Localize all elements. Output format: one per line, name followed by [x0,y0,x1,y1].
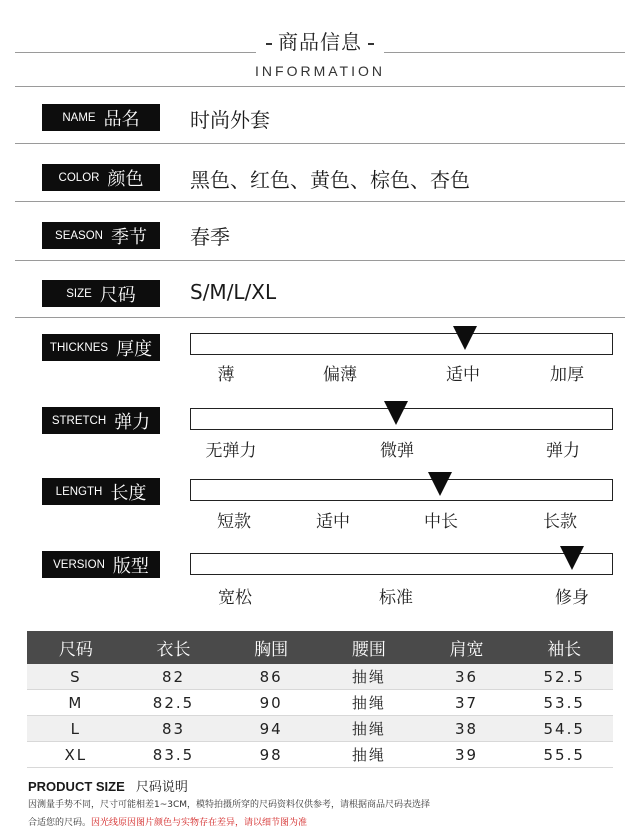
header-cell: 肩宽 [449,640,484,660]
stretch-tag-cn: 弹力 [114,411,151,433]
length-option: 适中 [316,512,350,532]
table-cell: 抽绳 [351,694,386,712]
size-notes-title [28,776,188,795]
size-note-line-2 [28,815,307,828]
season-value: 春季 [190,225,230,249]
color-value: 黑色、红色、黄色、棕色、杏色 [190,168,470,192]
name-value: 时尚外套 [190,108,270,132]
version-option: 宽松 [218,588,252,608]
table-cell: 抽绳 [351,720,386,738]
size-table [27,631,613,768]
version-tag [42,551,160,578]
stretch-option: 无弹力 [205,441,257,461]
thickness-option: 偏薄 [323,365,357,385]
divider [15,317,625,318]
version-scale-bar [190,553,613,575]
page-subtitle: INFORMATION [255,63,385,79]
table-cell: 52.5 [543,667,585,686]
table-row [27,690,613,716]
length-selected-marker [428,472,452,496]
season-tag [42,222,160,249]
version-tag-en: VERSION [53,558,105,571]
size-note-line-1: 因测量手势不同，尺寸可能相差1~3CM，模特拍摄所穿的尺码资料仅供参考，请根据商品尺码表选择 [28,800,431,810]
table-cell: XL [64,745,88,764]
length-option: 中长 [424,512,458,532]
table-cell: 94 [259,719,283,738]
size-tag-en: SIZE [66,287,92,300]
header-cell: 衣长 [156,640,191,660]
table-cell: 83.5 [152,745,195,764]
thickness-scale-bar [190,333,613,355]
stretch-option: 弹力 [546,441,580,461]
table-cell: L [70,719,82,738]
table-cell: 37 [454,693,479,712]
header-bottom-divider [15,86,625,87]
length-option: 短款 [217,512,251,532]
table-cell: 抽绳 [351,668,386,686]
version-tag-cn: 版型 [112,555,149,577]
table-cell: 98 [259,745,283,764]
name-tag-en: NAME [62,111,96,124]
table-cell: 38 [454,719,479,738]
thickness-tag-cn: 厚度 [116,338,153,360]
table-cell: 86 [259,667,283,686]
name-tag [42,104,160,131]
color-tag-en: COLOR [58,171,100,184]
table-cell: 36 [454,667,479,686]
size-note-plain: 合适您的尺码。 [28,818,92,828]
divider [15,143,625,144]
thickness-tag-en: THICKNES [49,341,109,354]
length-option: 长款 [543,512,577,532]
table-row [27,716,613,742]
length-scale-bar [190,479,613,501]
version-option: 标准 [379,588,413,608]
color-disclaimer: 因光线原因图片颜色与实物存在差异，请以细节图为准 [91,818,308,828]
length-tag-en: LENGTH [55,485,103,498]
table-cell: 54.5 [543,719,585,738]
season-tag-cn: 季节 [110,226,147,248]
stretch-tag [42,407,160,434]
size-tag-cn: 尺码 [99,284,136,306]
page-title-text: 商品信息 [278,30,362,54]
thickness-selected-marker [453,326,477,350]
table-cell: 抽绳 [351,746,386,764]
thickness-option: 适中 [446,365,480,385]
length-tag [42,478,160,505]
stretch-tag-en: STRETCH [51,414,107,427]
thickness-option: 加厚 [550,365,584,385]
table-cell: 82 [161,667,186,686]
page-title [0,26,640,55]
header-cell: 胸围 [254,640,289,660]
season-tag-en: SEASON [55,229,103,242]
version-selected-marker [560,546,584,570]
table-cell: 39 [454,745,479,764]
size-table-header [27,631,613,664]
divider [15,260,625,261]
table-cell: 90 [259,693,283,712]
version-option: 修身 [555,588,589,608]
divider [15,201,625,202]
header-cell: 尺码 [58,640,93,660]
color-tag [42,164,160,191]
size-notes-title-cn: 尺码说明 [135,780,188,795]
table-row [27,742,613,768]
stretch-selected-marker [384,401,408,425]
table-cell: 55.5 [543,745,585,764]
table-cell: 82.5 [152,693,195,712]
stretch-option: 微弹 [380,441,414,461]
color-tag-cn: 颜色 [107,168,144,190]
size-value: S/M/L/XL [190,280,277,304]
thickness-option: 薄 [217,365,235,385]
header-cell: 袖长 [547,640,582,660]
thickness-tag [42,334,160,361]
table-cell: 83 [161,719,186,738]
table-row [27,664,613,690]
table-cell: 53.5 [543,693,585,712]
size-notes-title-en: PRODUCT SIZE [28,779,125,794]
table-cell: M [68,693,84,712]
length-tag-cn: 长度 [110,482,147,504]
size-tag [42,280,160,307]
header-cell: 腰围 [351,640,386,660]
name-tag-cn: 品名 [103,108,140,130]
table-cell: S [70,667,82,686]
